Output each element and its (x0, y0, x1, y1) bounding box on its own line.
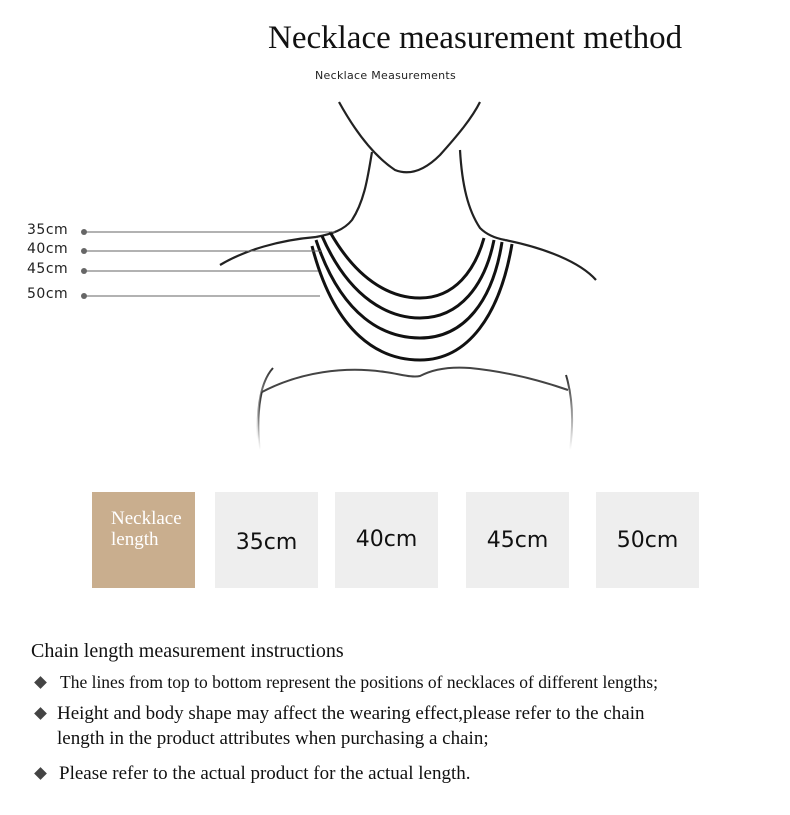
diamond-bullet-icon (34, 707, 47, 720)
diamond-bullet-icon (34, 676, 47, 689)
leader-dots (81, 229, 87, 299)
right-shoulder-outline (505, 240, 596, 280)
size-cell-50cm: 50cm (596, 492, 699, 588)
instruction-item: Height and body shape may affect the wearing effect,please refer to the chain length in the product attributes when purchasing a chain; (36, 701, 776, 751)
header-line-2: length (111, 529, 159, 550)
instruction-item: Please refer to the actual product for the actual length. (36, 761, 776, 786)
page-subtitle: Necklace Measurements (315, 69, 457, 82)
neck-right-outline (460, 150, 505, 240)
size-cell-35cm: 35cm (215, 492, 318, 588)
necklace-40cm (322, 236, 494, 318)
page-title: Necklace measurement method (268, 20, 683, 56)
label-40cm: 40cm (27, 241, 69, 257)
bust-outline (262, 368, 568, 392)
label-35cm: 35cm (27, 222, 69, 238)
diamond-bullet-icon (34, 767, 47, 780)
necklace-35cm (330, 232, 484, 298)
leader-lines (84, 232, 335, 296)
header-line-1: Necklace (111, 508, 182, 529)
size-table-header (92, 492, 195, 588)
right-arm-outline (566, 375, 572, 450)
instructions-title: Chain length measurement instructions (31, 640, 344, 662)
chin-outline (339, 102, 480, 172)
size-cell-45cm: 45cm (466, 492, 569, 588)
instruction-item: The lines from top to bottom represent the positions of necklaces of different lengths; (36, 670, 776, 695)
label-50cm: 50cm (27, 286, 69, 302)
size-cell-40cm: 40cm (335, 492, 438, 588)
label-45cm: 45cm (27, 261, 69, 277)
neck-left-outline (316, 152, 372, 237)
